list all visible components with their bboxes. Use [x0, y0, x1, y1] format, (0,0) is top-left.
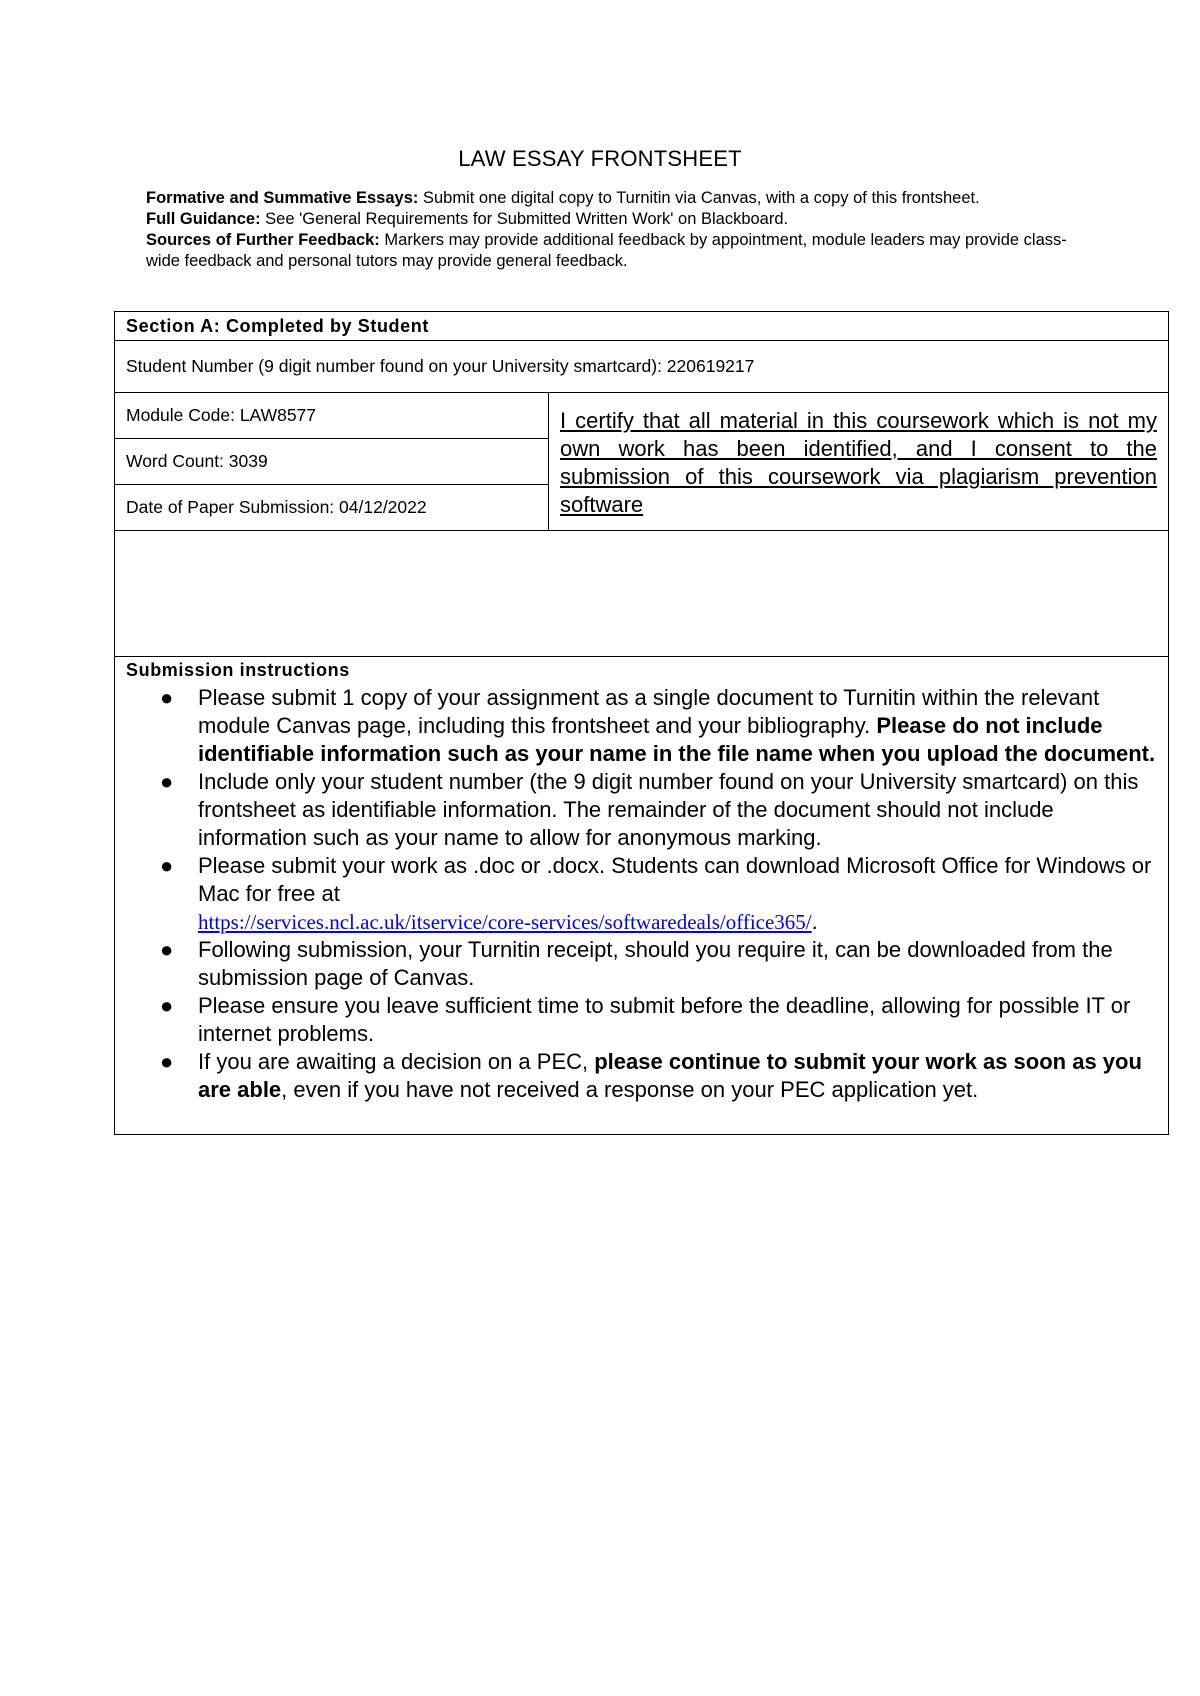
intro-guidance-text: See 'General Requirements for Submitted Written Work' on Blackboard. [260, 210, 789, 228]
empty-cell [115, 531, 1169, 657]
bullet-icon: ● [160, 937, 174, 962]
item6-post: , even if you have not received a response on your PEC application yet. [281, 1077, 979, 1102]
submission-date-field: Date of Paper Submission: 04/12/2022 [115, 485, 549, 531]
item5-text: Please ensure you leave sufficient time to submit before the deadline, allowing for possible IT or internet problems. [198, 993, 1131, 1046]
list-item [160, 992, 1157, 1048]
item1-text: Please submit 1 copy of your assignment as a single document to Turnitin within the relevant module Canvas page, including this frontsheet and your bibliography. [198, 685, 1100, 738]
list-item [160, 684, 1157, 768]
intro-sources [146, 230, 1076, 272]
item4-text: Following submission, your Turnitin receipt, should you require it, can be downloaded from the submission page of Canvas. [198, 937, 1113, 990]
intro-guidance [146, 209, 1076, 230]
list-item [160, 768, 1157, 852]
office365-link[interactable]: https://services.ncl.ac.uk/itservice/core-services/softwaredeals/office365/ [198, 910, 812, 934]
intro-block [146, 188, 1076, 272]
student-number-field: Student Number (9 digit number found on your University smartcard): 220619217 [115, 341, 1169, 393]
bullet-icon: ● [160, 685, 174, 710]
item3-text: Please submit your work as .doc or .docx. Students can download Microsoft Office for Windows or Mac for free at [198, 853, 1152, 906]
list-item [160, 936, 1157, 992]
intro-formative-text: Submit one digital copy to Turnitin via Canvas, with a copy of this frontsheet. [418, 189, 980, 207]
bullet-icon: ● [160, 1049, 174, 1074]
word-count-field: Word Count: 3039 [115, 439, 549, 485]
intro-sources-label: Sources of Further Feedback: [146, 231, 380, 249]
section-a-heading: Section A: Completed by Student [115, 312, 1169, 341]
item6-bold: please continue to submit your work as soon as you are able [198, 1049, 1142, 1102]
frontsheet-table [114, 311, 1169, 1135]
intro-formative [146, 188, 1076, 209]
list-item [160, 1048, 1157, 1104]
intro-formative-label: Formative and Summative Essays: [146, 189, 419, 207]
instructions-heading: Submission instructions [126, 660, 350, 680]
item3-after: . [811, 909, 818, 934]
item2-text: Include only your student number (the 9 digit number found on your University smartcard) on this frontsheet as identifiable information. The remainder of the document should not include information such as your name to allow for anonymous marking. [198, 769, 1139, 850]
bullet-icon: ● [160, 993, 174, 1018]
intro-guidance-label: Full Guidance: [146, 210, 261, 228]
bullet-icon: ● [160, 769, 174, 794]
item6-pre: If you are awaiting a decision on a PEC, [198, 1049, 595, 1074]
intro-sources-text: Markers may provide additional feedback by appointment, module leaders may provide class-wide feedback and personal tutors may provide general feedback. [146, 231, 1067, 270]
list-item [160, 852, 1157, 936]
page-title: LAW ESSAY FRONTSHEET [458, 146, 742, 171]
bullet-icon: ● [160, 853, 174, 878]
item1-bold: Please do not include identifiable information such as your name in the file name when you upload the document. [198, 713, 1156, 766]
certification-statement: I certify that all material in this coursework which is not my own work has been identified, and I consent to the submission of this coursework via plagiarism prevention software [549, 393, 1169, 531]
submission-instructions [115, 657, 1169, 1135]
instructions-list [126, 684, 1157, 1104]
module-code-field: Module Code: LAW8577 [115, 393, 549, 439]
